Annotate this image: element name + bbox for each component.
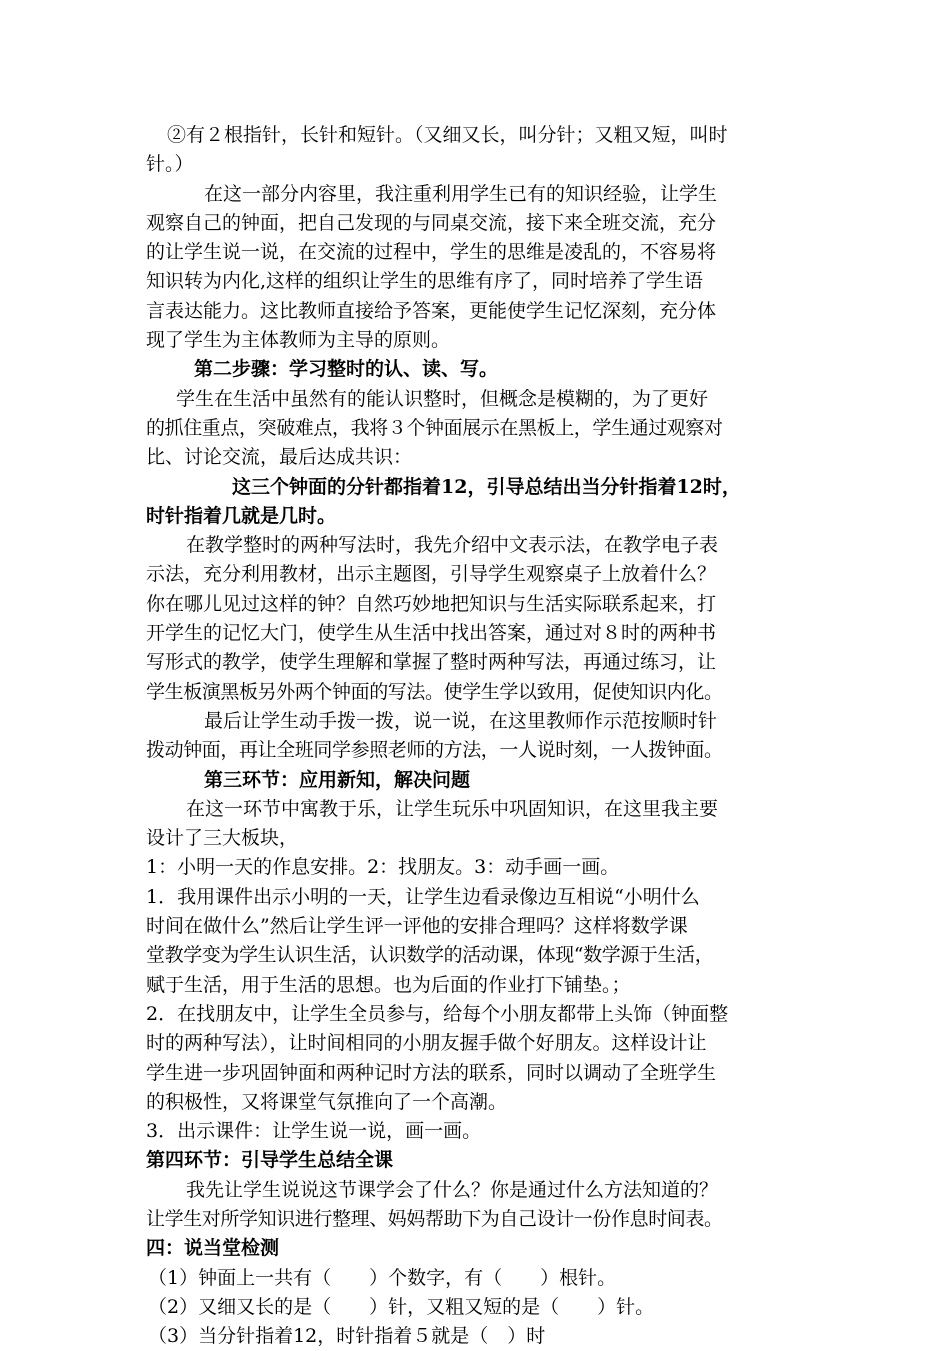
paragraph-line: 学生在生活中虽然有的能认识整时，但概念是模糊的，为了更好 xyxy=(176,387,709,410)
paragraph-line: 的让学生说一说，在交流的过程中，学生的思维是凌乱的，不容易将 xyxy=(146,241,717,264)
quiz-question: （2）又细又长的是（ ）针，又粗又短的是（ ）针。 xyxy=(148,1295,655,1318)
paragraph-line: 设计了三大板块， xyxy=(146,827,299,850)
paragraph-line: 比、讨论交流，最后达成共识： xyxy=(146,446,413,469)
paragraph-line: 学生板演黑板另外两个钟面的写法。使学生学以致用，促使知识内化。 xyxy=(146,680,723,703)
paragraph-line: 让学生对所学知识进行整理、妈妈帮助下为自己设计一份作息时间表。 xyxy=(146,1207,723,1230)
paragraph-line: 我先让学生说说这节课学会了什么？你是通过什么方法知道的？ xyxy=(186,1178,719,1201)
list-item: 1：小明一天的作息安排。2：找朋友。3：动手画一画。 xyxy=(146,856,620,879)
paragraph-line: 堂教学变为学生认识生活，认识数学的活动课，体现“数学源于生活， xyxy=(146,944,714,967)
section-heading: 第二步骤：学习整时的认、读、写。 xyxy=(194,358,499,381)
list-item: 1．我用课件出示小明的一天，让学生边看录像边互相说“小明什么 xyxy=(146,885,700,908)
paragraph-line: ②有２根指针，长针和短针。（又细又长，叫分针；又粗又短，叫时 xyxy=(167,124,728,146)
section-heading: 第三环节：应用新知，解决问题 xyxy=(204,768,471,791)
quiz-question: （3）当分针指着12，时针指着５就是（ ）时 xyxy=(148,1325,546,1348)
paragraph-line: 赋于生活，用于生活的思想。也为后面的作业打下铺垫。； xyxy=(146,973,631,996)
paragraph-line: 时的两种写法），让时间相同的小朋友握手做个好朋友。这样设计让 xyxy=(146,1032,707,1055)
paragraph-line: 最后让学生动手拨一拨，说一说，在这里教师作示范按顺时针 xyxy=(204,709,718,732)
quiz-question: （1）钟面上一共有（ ）个数字，有（ ）根针。 xyxy=(148,1266,617,1289)
paragraph-line: 言表达能力。这比教师直接给予答案，更能使学生记忆深刻，充分体 xyxy=(146,299,717,322)
paragraph-line: 在这一部分内容里，我注重利用学生已有的知识经验，让学生 xyxy=(204,182,718,205)
paragraph-line: 针。） xyxy=(146,153,194,176)
paragraph-line: 你在哪儿见过这样的钟？自然巧妙地把知识与生活实际联系起来，打 xyxy=(146,592,717,615)
paragraph-line: 写形式的教学，使学生理解和掌握了整时两种写法，再通过练习，让 xyxy=(146,651,717,674)
key-conclusion-line: 这三个钟面的分针都指着12，引导总结出当分针指着12时， xyxy=(232,475,741,498)
paragraph-line: 在教学整时的两种写法时，我先介绍中文表示法，在教学电子表 xyxy=(186,534,719,557)
paragraph-line: 的抓住重点，突破难点，我将３个钟面展示在黑板上，学生通过观察对 xyxy=(146,416,723,439)
paragraph-line: 示法，充分利用教材，出示主题图，引导学生观察桌子上放着什么？ xyxy=(146,563,717,586)
paragraph-line: 拨动钟面，再让全班同学参照老师的方法，一人说时刻，一人拨钟面。 xyxy=(146,739,723,762)
key-conclusion-line: 时针指着几就是几时。 xyxy=(146,504,337,527)
paragraph-line: 在这一环节中寓教于乐，让学生玩乐中巩固知识，在这里我主要 xyxy=(186,797,719,820)
paragraph-line: 知识转为内化,这样的组织让学生的思维有序了，同时培养了学生语 xyxy=(146,270,704,293)
document-body xyxy=(146,121,818,1351)
paragraph-line: 观察自己的钟面，把自己发现的与同桌交流，接下来全班交流，充分 xyxy=(146,211,717,234)
section-heading: 第四环节：引导学生总结全课 xyxy=(146,1149,394,1172)
paragraph-line: 开学生的记忆大门，使学生从生活中找出答案，通过对８时的两种书 xyxy=(146,622,717,645)
paragraph-line: 时间在做什么”然后让学生评一评他的安排合理吗？这样将数学课 xyxy=(146,915,688,938)
paragraph-line: 现了学生为主体教师为主导的原则。 xyxy=(146,329,451,352)
list-item: 3．出示课件：让学生说一说，画一画。 xyxy=(146,1120,482,1143)
paragraph-line: 学生进一步巩固钟面和两种记时方法的联系，同时以调动了全班学生 xyxy=(146,1061,717,1084)
section-heading: 四：说当堂检测 xyxy=(146,1237,280,1260)
list-item: 2．在找朋友中，让学生全员参与，给每个小朋友都带上头饰（钟面整 xyxy=(146,1002,729,1025)
paragraph-line: 的积极性，又将课堂气氛推向了一个高潮。 xyxy=(146,1090,508,1113)
